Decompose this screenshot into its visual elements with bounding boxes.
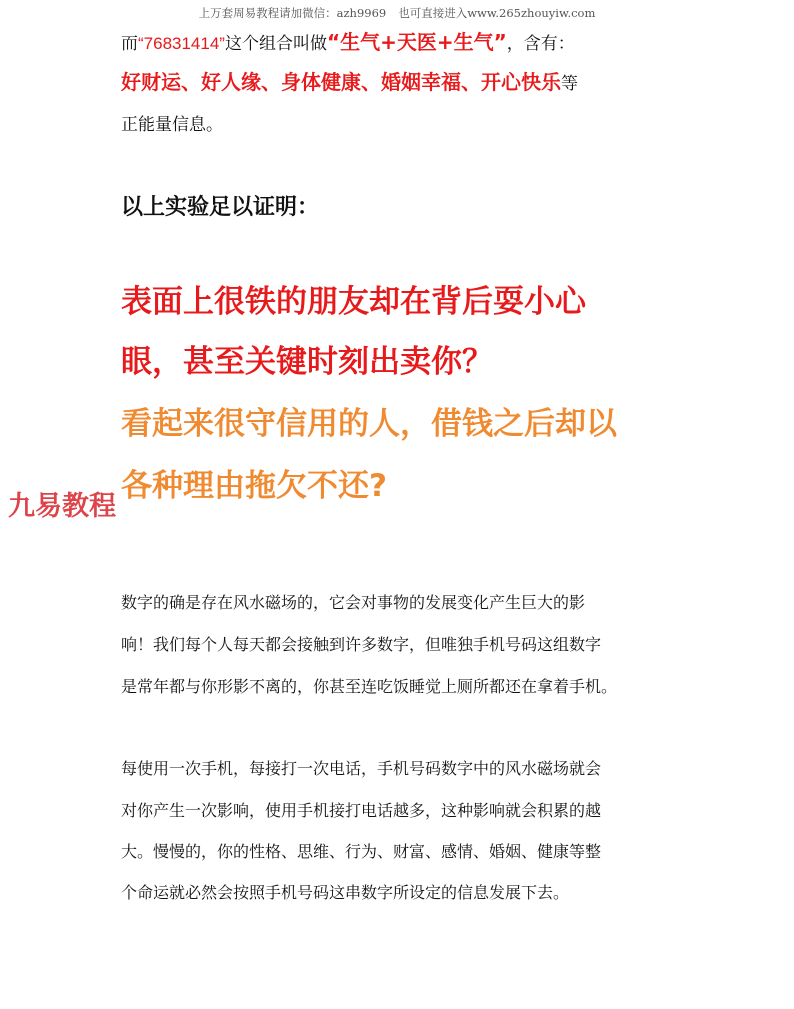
paragraph-2-line-3: 大。慢慢的，你的性格、思维、行为、财富、感情、婚姻、健康等整: [121, 842, 602, 861]
header-wechat-text: 上万套周易教程请加微信：azh9969: [198, 6, 387, 20]
paragraph-2-line-4: 个命运就必然会按照手机号码这串数字所设定的信息发展下去。: [121, 883, 570, 902]
question-1-line-2: 眼，甚至关键时刻出卖你？: [121, 344, 493, 380]
intro-line-2: [121, 68, 578, 98]
intro-line-1: [121, 30, 575, 56]
paragraph-2-line-2: 对你产生一次影响，使用手机接打电话越多，这种影响就会积累的越: [121, 801, 602, 820]
benefits-text: 好财运、好人缘、身体健康、婚姻幸福、开心快乐: [121, 70, 561, 94]
paragraph-1-line-3: 是常年都与你形影不离的，你甚至连吃饭睡觉上厕所都还在拿着手机。: [121, 677, 618, 696]
intro-prefix: 而: [121, 34, 138, 54]
question-2-line-1: 看起来很守信用的人，借钱之后却以: [121, 406, 617, 442]
page-header: [0, 5, 794, 21]
paragraph-1-line-1: 数字的确是存在风水磁场的，它会对事物的发展变化产生巨大的影: [121, 593, 586, 612]
proof-heading: 以上实验足以证明：: [121, 195, 320, 220]
watermark-logo: 九易教程: [8, 491, 116, 522]
paragraph-2-line-1: 每使用一次手机，每接打一次电话，手机号码数字中的风水磁场就会: [121, 759, 602, 778]
combo-name: “生气+天医+生气”: [326, 30, 507, 54]
paragraph-1-line-2: 响！我们每个人每天都会接触到许多数字，但唯独手机号码这组数字: [121, 635, 602, 654]
phone-number: “76831414”: [138, 34, 225, 53]
benefits-etc: 等: [561, 74, 578, 94]
intro-line-3: 正能量信息。: [121, 115, 223, 135]
question-1-line-1: 表面上很铁的朋友却在背后耍小心: [121, 284, 586, 320]
intro-middle: 这个组合叫做: [224, 34, 327, 54]
intro-suffix: ，含有：: [506, 34, 575, 54]
question-2-line-2: 各种理由拖欠不还?: [121, 468, 387, 504]
header-website-text: 也可直接进入www.265zhouyiw.com: [398, 6, 596, 20]
